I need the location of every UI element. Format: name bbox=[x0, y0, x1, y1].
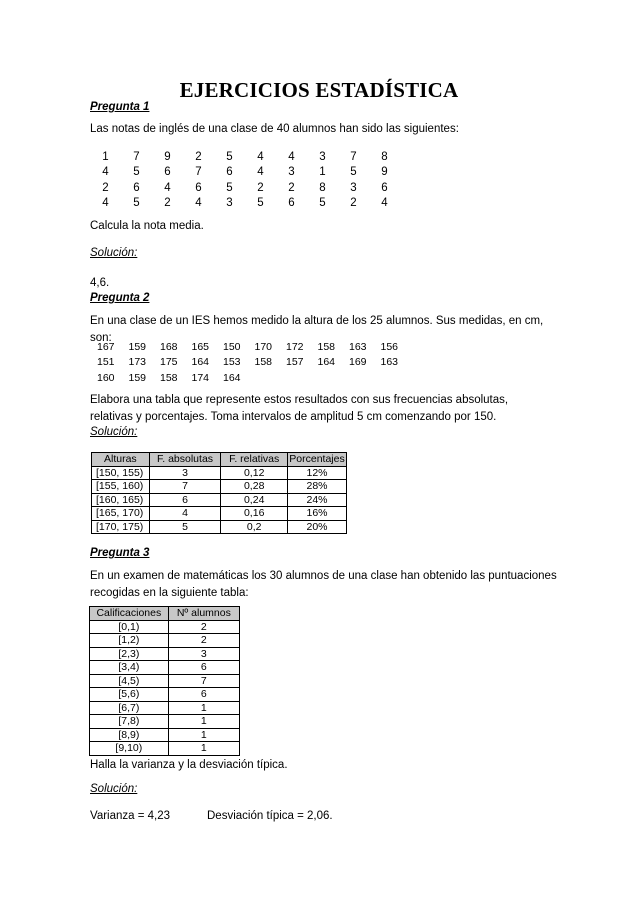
question-2-heading: Pregunta 2 bbox=[90, 292, 150, 304]
grid-cell: 163 bbox=[348, 340, 367, 353]
table-cell: 0,12 bbox=[221, 466, 288, 480]
grid-cell: 9 bbox=[381, 166, 388, 179]
grid-cell: 7 bbox=[195, 166, 202, 179]
grid-cell: 163 bbox=[380, 356, 399, 369]
grid-cell: 7 bbox=[133, 150, 140, 163]
grid-cell: 151 bbox=[96, 356, 115, 369]
table-row bbox=[92, 507, 347, 521]
table-cell: [165, 170) bbox=[92, 507, 150, 521]
question-1-heading: Pregunta 1 bbox=[90, 101, 150, 113]
grid-cell: 4 bbox=[257, 150, 264, 163]
question-2-heights-grid bbox=[90, 339, 405, 386]
table-cell: [0,1) bbox=[90, 620, 169, 634]
table-cell: [170, 175) bbox=[92, 520, 150, 534]
grid-cell: 3 bbox=[350, 181, 357, 194]
grid-cell: 1 bbox=[102, 150, 109, 163]
table-row bbox=[92, 493, 347, 507]
grid-cell: 168 bbox=[159, 340, 178, 353]
table-row bbox=[90, 701, 240, 715]
table-cell: 16% bbox=[288, 507, 347, 521]
table-cell: 2 bbox=[168, 634, 239, 648]
table-header-cell: Porcentajes bbox=[289, 453, 345, 466]
grid-row bbox=[90, 355, 405, 371]
table-row bbox=[90, 647, 240, 661]
question-1-grades-grid bbox=[90, 149, 400, 211]
grid-cell: 172 bbox=[285, 340, 304, 353]
grid-cell: 4 bbox=[257, 166, 264, 179]
grid-cell: 170 bbox=[254, 340, 273, 353]
table-row bbox=[90, 634, 240, 648]
table-cell: 7 bbox=[149, 480, 221, 494]
grid-cell: 4 bbox=[164, 181, 171, 194]
question-3-scores-table bbox=[89, 606, 240, 756]
grid-cell: 5 bbox=[226, 150, 233, 163]
table-row bbox=[90, 742, 240, 756]
grid-cell: 6 bbox=[226, 166, 233, 179]
grid-cell bbox=[279, 370, 311, 386]
grid-row bbox=[90, 149, 400, 165]
question-1-solution: 4,6. bbox=[90, 277, 110, 289]
table-cell: [4,5) bbox=[90, 674, 169, 688]
question-2-frequency-table bbox=[91, 452, 347, 534]
table-cell: 24% bbox=[288, 493, 347, 507]
table-row bbox=[90, 688, 240, 702]
grid-cell: 6 bbox=[133, 181, 140, 194]
table-cell: [160, 165) bbox=[92, 493, 150, 507]
table-cell: 20% bbox=[288, 520, 347, 534]
table-cell: [7,8) bbox=[90, 715, 169, 729]
table-cell: 3 bbox=[168, 647, 239, 661]
question-3-statement: En un examen de matemáticas los 30 alumnos de una clase han obtenido las puntuaciones recogidas en la siguiente tabla: bbox=[90, 570, 557, 599]
question-3-solution-varianza: Varianza = 4,23 bbox=[90, 810, 171, 822]
grid-cell: 158 bbox=[317, 340, 336, 353]
grid-cell bbox=[248, 370, 280, 386]
table-header-cell: Calificaciones bbox=[90, 607, 169, 621]
table-cell: 0,24 bbox=[221, 493, 288, 507]
table-cell: 7 bbox=[168, 674, 239, 688]
question-3-heading: Pregunta 3 bbox=[90, 547, 150, 559]
grid-cell: 2 bbox=[102, 181, 109, 194]
table-cell: 0,16 bbox=[221, 507, 288, 521]
table-cell: 6 bbox=[168, 661, 239, 675]
grid-cell: 164 bbox=[222, 371, 241, 384]
grid-cell: 5 bbox=[257, 197, 264, 210]
grid-cell: 174 bbox=[191, 371, 210, 384]
grid-cell: 8 bbox=[319, 181, 326, 194]
grid-row bbox=[90, 180, 400, 196]
grid-cell: 4 bbox=[288, 150, 295, 163]
table-cell: [2,3) bbox=[90, 647, 169, 661]
grid-cell: 175 bbox=[159, 356, 178, 369]
grid-cell: 5 bbox=[133, 197, 140, 210]
grid-cell: 158 bbox=[159, 371, 178, 384]
grid-cell: 2 bbox=[195, 150, 202, 163]
table-row bbox=[90, 674, 240, 688]
table-row bbox=[90, 661, 240, 675]
grid-cell: 156 bbox=[380, 340, 399, 353]
table-cell: 5 bbox=[149, 520, 221, 534]
grid-cell: 6 bbox=[288, 197, 295, 210]
grid-cell: 5 bbox=[226, 181, 233, 194]
grid-cell: 4 bbox=[381, 197, 388, 210]
table-row bbox=[92, 480, 347, 494]
table-row bbox=[90, 715, 240, 729]
grid-cell: 159 bbox=[128, 340, 147, 353]
grid-cell: 9 bbox=[164, 150, 171, 163]
grid-row bbox=[90, 370, 405, 386]
grid-cell: 5 bbox=[350, 166, 357, 179]
grid-cell: 4 bbox=[195, 197, 202, 210]
table-cell: 1 bbox=[168, 742, 239, 756]
table-cell: 28% bbox=[288, 480, 347, 494]
question-2-task: Elabora una tabla que represente estos resultados con sus frecuencias absolutas, relativas y porcentajes. Toma intervalos de amplitud 5 cm comenzando por 150. bbox=[90, 394, 509, 423]
table-cell: 0,2 bbox=[221, 520, 288, 534]
grid-cell: 3 bbox=[319, 150, 326, 163]
grid-cell: 150 bbox=[222, 340, 241, 353]
question-2-solution-label: Solución: bbox=[90, 426, 138, 438]
table-cell: 1 bbox=[168, 728, 239, 742]
grid-cell: 3 bbox=[288, 166, 295, 179]
grid-cell bbox=[374, 370, 406, 386]
grid-cell: 6 bbox=[381, 181, 388, 194]
grid-cell: 5 bbox=[319, 197, 326, 210]
table-cell: 6 bbox=[168, 688, 239, 702]
grid-cell: 165 bbox=[191, 340, 210, 353]
table-cell: [150, 155) bbox=[92, 466, 150, 480]
grid-row bbox=[90, 339, 405, 355]
grid-cell: 173 bbox=[128, 356, 147, 369]
table-cell: 12% bbox=[288, 466, 347, 480]
table-cell: 4 bbox=[149, 507, 221, 521]
grid-cell: 2 bbox=[257, 181, 264, 194]
question-3-solution-desviacion: Desviación típica = 2,06. bbox=[207, 810, 333, 822]
question-2-statement: En una clase de un IES hemos medido la altura de los 25 alumnos. Sus medidas, en cm, son: bbox=[90, 315, 544, 344]
table-cell: 3 bbox=[149, 466, 221, 480]
question-3-task: Halla la varianza y la desviación típica. bbox=[90, 759, 288, 771]
table-cell: [9,10) bbox=[90, 742, 169, 756]
grid-cell bbox=[311, 370, 343, 386]
grid-cell: 6 bbox=[195, 181, 202, 194]
grid-cell: 3 bbox=[226, 197, 233, 210]
grid-cell: 5 bbox=[133, 166, 140, 179]
question-1-solution-label: Solución: bbox=[90, 247, 138, 259]
grid-cell: 169 bbox=[348, 356, 367, 369]
table-header-cell: Alturas bbox=[92, 453, 150, 467]
grid-cell: 167 bbox=[96, 340, 115, 353]
question-1-statement: Las notas de inglés de una clase de 40 alumnos han sido las siguientes: bbox=[90, 123, 459, 135]
table-cell: 2 bbox=[168, 620, 239, 634]
grid-cell: 164 bbox=[317, 356, 336, 369]
table-cell: [1,2) bbox=[90, 634, 169, 648]
table-cell: 0,28 bbox=[221, 480, 288, 494]
question-3-solution-label: Solución: bbox=[90, 783, 138, 795]
table-cell: 6 bbox=[149, 493, 221, 507]
table-cell: [155, 160) bbox=[92, 480, 150, 494]
grid-cell: 2 bbox=[288, 181, 295, 194]
grid-row bbox=[90, 165, 400, 181]
grid-cell: 164 bbox=[191, 356, 210, 369]
table-cell: [6,7) bbox=[90, 701, 169, 715]
table-cell: 1 bbox=[168, 701, 239, 715]
table-row bbox=[90, 620, 240, 634]
grid-cell: 1 bbox=[319, 166, 326, 179]
grid-cell: 8 bbox=[381, 150, 388, 163]
grid-cell: 159 bbox=[128, 371, 147, 384]
grid-cell: 160 bbox=[96, 371, 115, 384]
grid-cell: 4 bbox=[102, 197, 109, 210]
table-cell: [5,6) bbox=[90, 688, 169, 702]
grid-cell: 157 bbox=[285, 356, 304, 369]
table-row bbox=[92, 520, 347, 534]
table-header-cell: Nº alumnos bbox=[168, 607, 239, 621]
question-1-task: Calcula la nota media. bbox=[90, 220, 204, 232]
table-header-cell: F. absolutas bbox=[149, 453, 221, 467]
table-header-cell: F. relativas bbox=[221, 453, 288, 467]
table-cell: [3,4) bbox=[90, 661, 169, 675]
grid-cell: 2 bbox=[350, 197, 357, 210]
grid-row bbox=[90, 196, 400, 212]
grid-cell: 6 bbox=[164, 166, 171, 179]
table-cell: 1 bbox=[168, 715, 239, 729]
table-row bbox=[90, 728, 240, 742]
grid-cell: 2 bbox=[164, 197, 171, 210]
table-cell: [8,9) bbox=[90, 728, 169, 742]
grid-cell: 153 bbox=[222, 356, 241, 369]
grid-cell bbox=[342, 370, 374, 386]
grid-cell: 4 bbox=[102, 166, 109, 179]
grid-cell: 7 bbox=[350, 150, 357, 163]
grid-cell: 158 bbox=[254, 356, 273, 369]
page-title: EJERCICIOS ESTADÍSTICA bbox=[179, 78, 459, 102]
table-row bbox=[92, 466, 347, 480]
